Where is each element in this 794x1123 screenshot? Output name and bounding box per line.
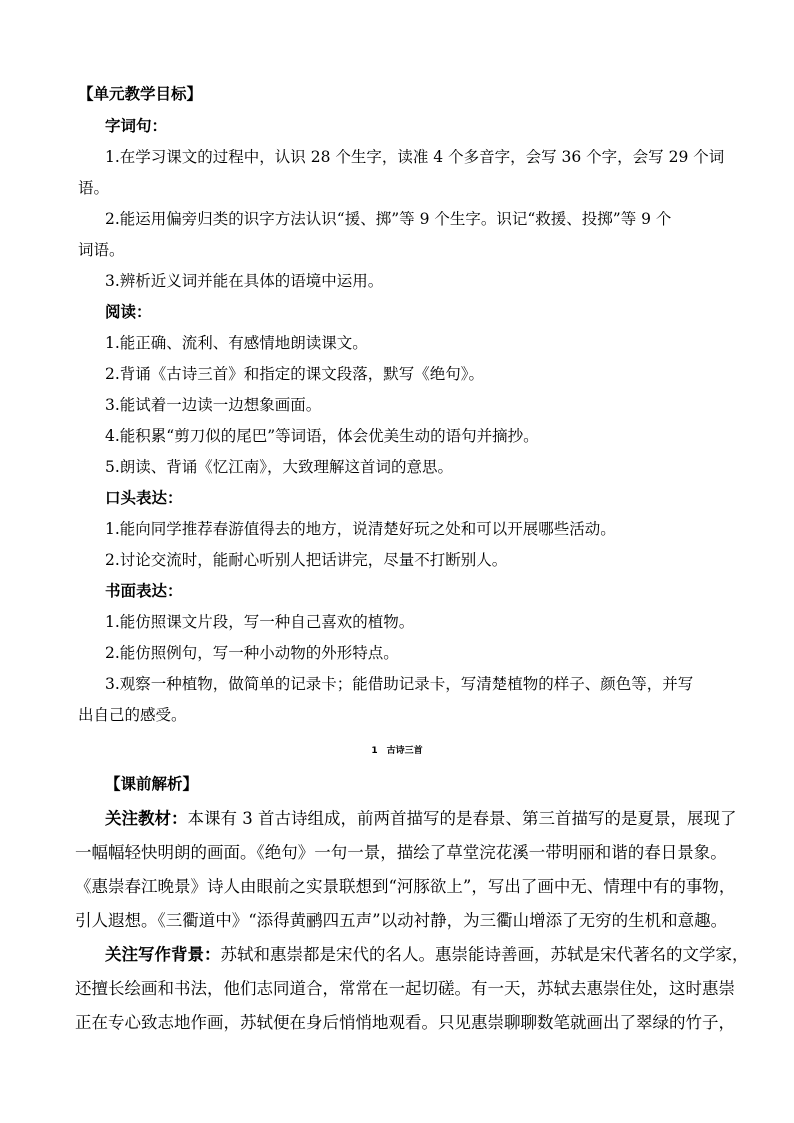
reading-item: 2.背诵《古诗三首》和指定的课文段落，默写《绝句》。 <box>105 365 485 383</box>
reading-heading: 阅读： <box>105 303 152 321</box>
written-item: 2.能仿照例句，写一种小动物的外形特点。 <box>105 644 399 662</box>
focus-textbook-label: 关注教材： <box>105 809 188 828</box>
written-item: 1.能仿照课文片段，写一种自己喜欢的植物。 <box>105 613 415 631</box>
words-item: 3.辨析近义词并能在具体的语境中运用。 <box>105 272 384 290</box>
words-item: 语。 <box>78 179 110 197</box>
reading-item: 3.能试着一边读一边想象画面。 <box>105 396 322 414</box>
focus-textbook-text: 本课有 3 首古诗组成，前两首描写的是春景、第三首描写的是夏景，展现了 <box>187 809 737 828</box>
words-item: 词语。 <box>78 241 125 259</box>
focus-textbook-text: 一幅幅轻快明朗的画面。《绝句》一句一景，描绘了草堂浣花溪一带明丽和谐的春日景象。 <box>75 843 727 862</box>
focus-textbook-text: 引人遐想。《三衢道中》“添得黄鹂四五声”以动衬静，为三衢山增添了无穷的生机和意趣。 <box>75 911 728 930</box>
words-item: 1.在学习课文的过程中，认识 28 个生字，读准 4 个多音字，会写 36 个字，会写 29 个词 <box>105 148 725 166</box>
written-item: 3.观察一种植物，做简单的记录卡；能借助记录卡，写清楚植物的样子、颜色等，并写 <box>105 675 694 693</box>
focus-background-text: 还擅长绘画和书法，他们志同道合，常常在一起切磋。有一天，苏轼去惠崇住处，这时惠崇 <box>75 979 735 998</box>
focus-textbook-line <box>105 808 737 830</box>
reading-item: 4.能积累“剪刀似的尾巴”等词语，体会优美生动的语句并摘抄。 <box>105 427 539 445</box>
focus-background-label: 关注写作背景： <box>105 945 221 964</box>
focus-textbook-text: 《惠崇春江晚景》诗人由眼前之实景联想到“河豚欲上”，写出了画中无、情理中有的事物， <box>75 877 736 896</box>
words-heading: 字词句： <box>105 117 168 135</box>
oral-heading: 口头表达： <box>105 489 183 507</box>
focus-background-line <box>105 944 749 966</box>
written-heading: 书面表达： <box>105 582 183 600</box>
oral-item: 2.讨论交流时，能耐心听别人把话讲完，尽量不打断别人。 <box>105 551 508 569</box>
focus-background-text: 正在专心致志地作画，苏轼便在身后悄悄地观看。只见惠崇聊聊数笔就画出了翠绿的竹子， <box>75 1013 735 1032</box>
words-item: 2.能运用偏旁归类的识字方法认识“援、掷”等 9 个生字。识记“救援、投掷”等 9 个 <box>105 210 672 228</box>
unit-goals-heading: 【单元教学目标】 <box>78 85 203 103</box>
focus-background-text: 苏轼和惠崇都是宋代的名人。惠崇能诗善画，苏轼是宋代著名的文学家， <box>220 945 749 964</box>
oral-item: 1.能向同学推荐春游值得去的地方，说清楚好玩之处和可以开展哪些活动。 <box>105 520 616 538</box>
reading-item: 5.朗读、背诵《忆江南》，大致理解这首词的意思。 <box>105 458 454 476</box>
reading-item: 1.能正确、流利、有感情地朗读课文。 <box>105 334 368 352</box>
lesson-title: 1 古诗三首 <box>371 746 423 756</box>
written-item: 出自己的感受。 <box>78 706 187 724</box>
analysis-heading: 【课前解析】 <box>105 775 199 793</box>
